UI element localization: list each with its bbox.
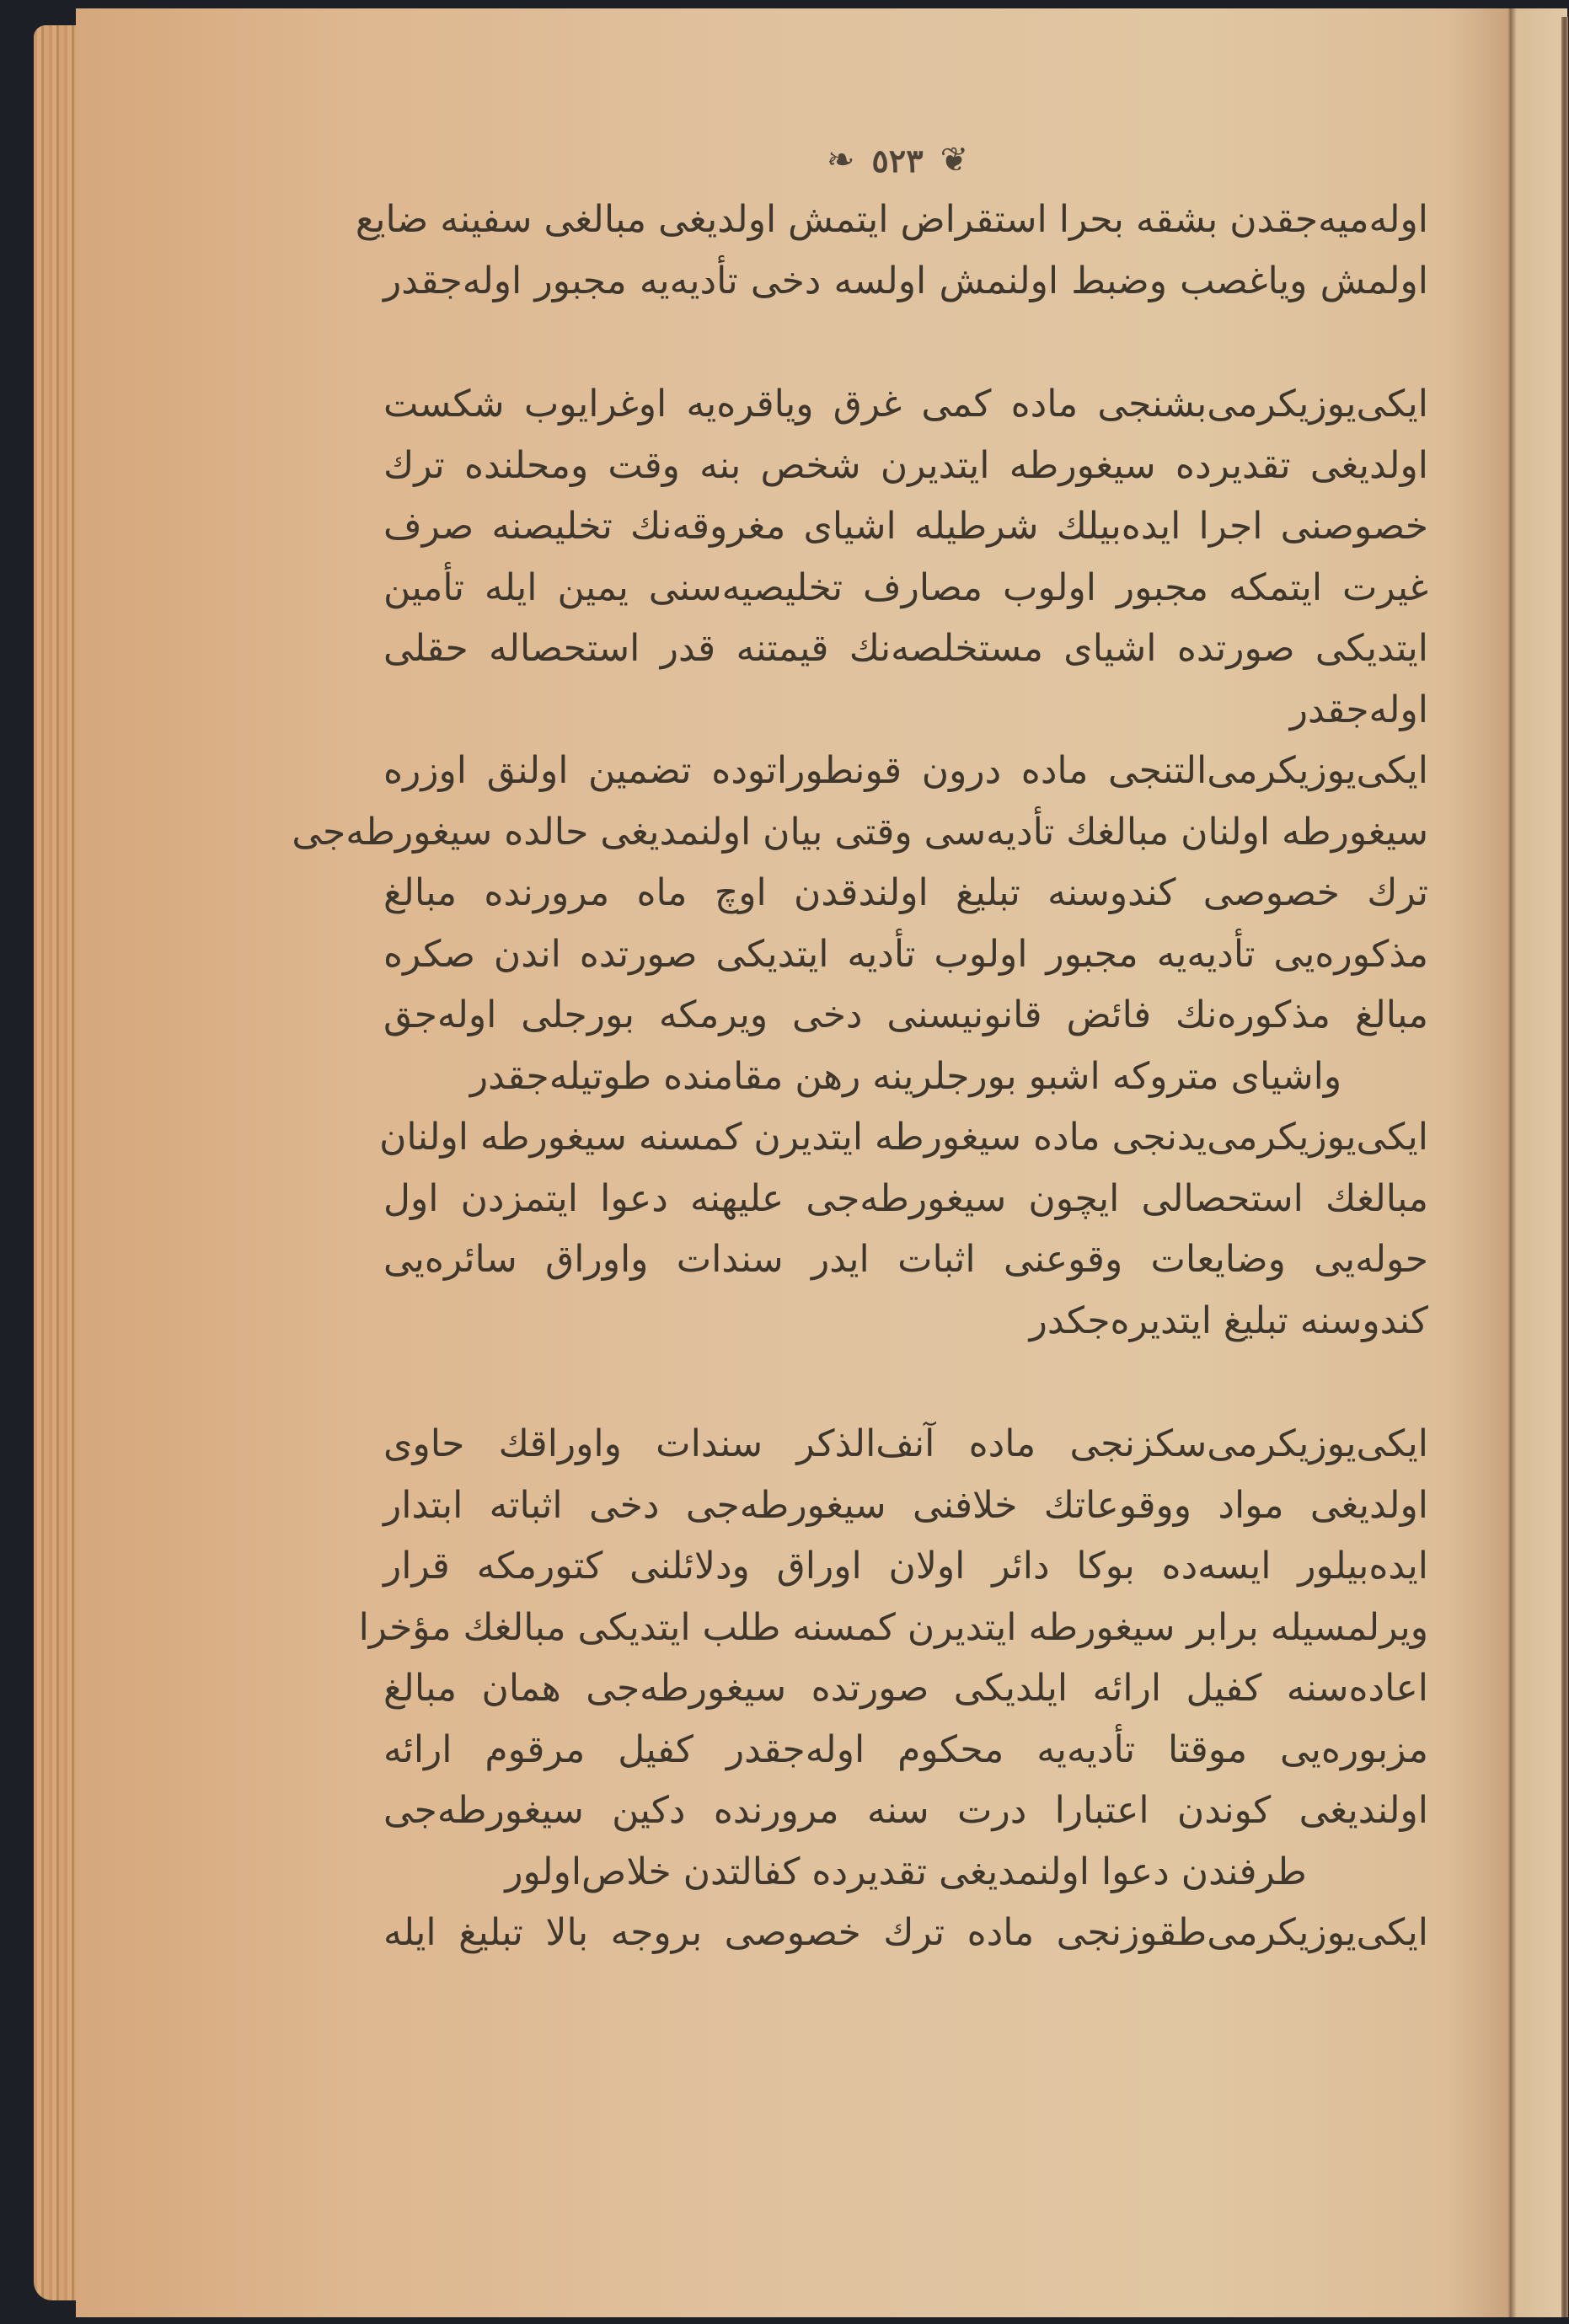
page-header [792,135,1003,185]
text-line: مبالغ مذکوره‌نك فائض قانونیسنی دخی ویرمکه بورجلی اوله‌جق [383,993,1428,1036]
ornament-left-icon: ❧ [826,141,855,179]
ornament-right-icon: ❦ [940,141,969,179]
text-line: مبالغك استحصالی ایچون سیغورطه‌جی علیهنه دعوا ایتمزدن اول [383,1176,1428,1220]
text-line: کندوسنه تبلیغ ایتدیره‌جکدر [1029,1299,1428,1342]
text-line: مزبوره‌یی موقتا تأدیه‌یه محکوم اوله‌جقدر کفیل مرقوم ارائه [383,1727,1428,1771]
text-line: ویرلمسیله برابر سیغورطه ایتدیرن کمسنه طلب ایتدیکی مبالغك مؤخرا [358,1605,1428,1649]
text-line: ایکی‌یوزیکرمی‌یدنجی ماده سیغورطه ایتدیرن کمسنه سیغورطه اولنان [379,1116,1428,1159]
text-line: اعاده‌سنه کفیل ارائه ایلدیکی صورتده سیغورطه‌جی همان مبالغ [383,1667,1428,1710]
article-228 [358,1414,1428,1903]
page-number: ٥٢٣ [871,141,924,179]
article-229 [383,1903,1428,1964]
text-line: ایکی‌یوزیکرمی‌بشنجی ماده کمی غرق ویاقره‌یه اوغرایوب شکست [383,383,1428,426]
gutter [1561,17,1568,2317]
text-line: غیرت ایتمکه مجبور اولوب مصارف تخلیصیه‌سنی یمین ایله تأمین [383,565,1428,609]
paragraph-continuation [355,190,1428,312]
text-line: خصوصنی اجرا ایده‌بیلك شرطیله اشیای مغروقه‌نك تخلیصنه صرف [383,505,1428,548]
text-line: ایکی‌یوزیکرمی‌سکزنجی ماده آنف‌الذکر سندات واوراقك حاوی [383,1422,1428,1465]
text-line: اولندیغی کوندن اعتبارا درت سنه مرورنده دکین سیغورطه‌جی [383,1789,1428,1832]
text-line: سیغورطه اولنان مبالغك تأدیه‌سی وقتی بیان اولنمدیغی حالده سیغورطه‌جی [292,810,1428,854]
text-line: ایکی‌یوزیکرمی‌طقوزنجی ماده ترك خصوصی بروجه بالا تبلیغ ایله [383,1911,1428,1954]
text-line: ایده‌بیلور ایسه‌ده بوکا دائر اولان اوراق ودلائلنی کتورمکه قرار [383,1545,1428,1588]
article-226 [292,741,1428,1107]
text-line: اولدیغی مواد ووقوعاتك خلافنی سیغورطه‌جی دخی اثباته ابتدار [383,1483,1428,1527]
text-line: طرفندن دعوا اولنمدیغی تقدیرده کفالتدن خلاص‌اولور [505,1850,1307,1893]
text-line: حوله‌یی وضایعات وقوعنی اثبات ایدر سندات واوراق سائره‌یی [383,1238,1428,1281]
article-225 [383,374,1428,741]
text-line: مذکوره‌یی تأدیه‌یه مجبور اولوب تأدیه ایتدیکی صورتده اندن صکره [383,932,1428,976]
text-line: اوله‌میه‌جقدن بشقه بحرا استقراض ایتمش اولدیغی مبالغی سفینه ضایع [355,198,1428,241]
text-line: اولدیغی تقدیرده سیغورطه ایتدیرن شخص بنه وقت ومحلنده ترك [383,443,1428,487]
text-line: واشیای متروکه اشبو بورجلرینه رهن مقامنده طوتیله‌جقدر [469,1054,1342,1098]
text-line: ایکی‌یوزیکرمی‌التنجی ماده درون قونطوراتوده تضمین اولنق اوزره [383,749,1428,792]
text-line: اوله‌جقدر [1289,688,1428,731]
text-line: اولمش ویاغصب وضبط اولنمش اولسه دخی تأدیه‌یه مجبور اوله‌جقدر [383,259,1428,303]
text-line: ایتدیکی صورتده اشیای مستخلصه‌نك قیمتنه قدر استحصاله حقلی [383,627,1428,670]
article-227 [379,1107,1428,1352]
text-line: ترك خصوصی کندوسنه تبلیغ اولندقدن اوچ ماه مرورنده مبالغ [383,871,1428,914]
body-text [292,190,1428,1964]
